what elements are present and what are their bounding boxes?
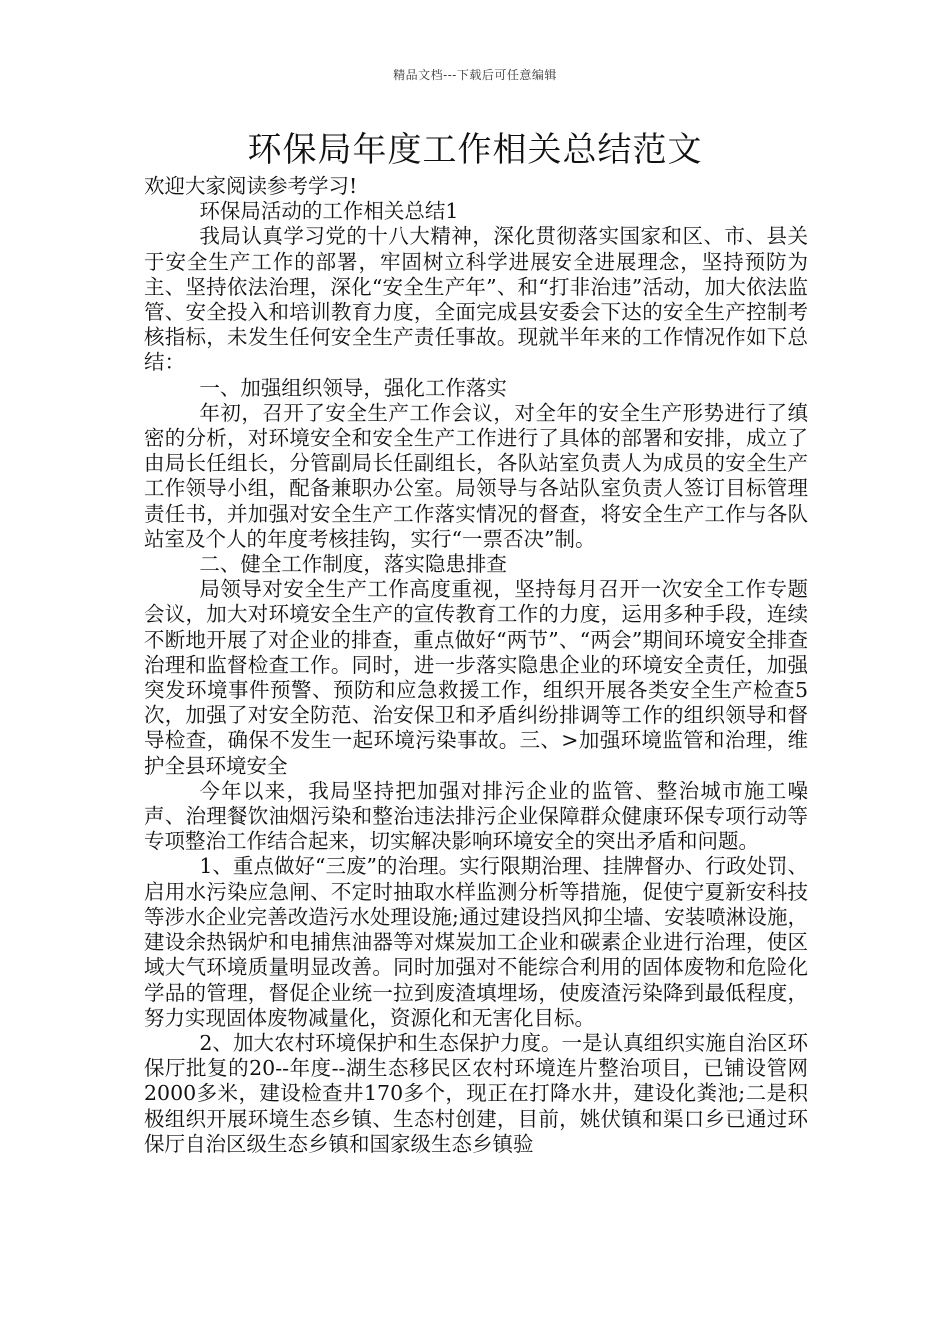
paragraph: 局领导对安全生产工作高度重视，坚持每月召开一次安全工作专题会议，加大对环境安全生产的宣传教育工作的力度，运用多种手段，连续不断地开展了对企业的排查，重点做好“两节”、“两会”期间环境安全排查治理和监督检查工作。同时，进一步落实隐患企业的环境安全责任，加强突发环境事件预警、预防和应急救援工作，组织开展各类安全生产检查5次，加强了对安全防范、治安保卫和矛盾纠纷排调等工作的组织领导和督导检查，确保不发生一起环境污染事故。三、>加强环境监管和治理，维护全县环境安全 xyxy=(144,577,808,778)
paragraph: 年初，召开了安全生产工作会议，对全年的安全生产形势进行了缜密的分析，对环境安全和安全生产工作进行了具体的部署和安排，成立了由局长任组长，分管副局长任副组长，各队站室负责人为成员的安全生产工作领导小组，配备兼职办公室。局领导与各站队室负责人签订目标管理责任书，并加强对安全生产工作落实情况的督查，将安全生产工作与各队站室及个人的年度考核挂钩，实行“一票否决”制。 xyxy=(144,400,808,551)
paragraph: 今年以来，我局坚持把加强对排污企业的监管、整治城市施工噪声、治理餐饮油烟污染和整治违法排污企业保障群众健康环保专项行动等专项整治工作结合起来，切实解决影响环境安全的突出矛盾和问题。 xyxy=(144,778,808,854)
document-body xyxy=(144,174,808,1157)
section-heading: 环保局活动的工作相关总结1 xyxy=(199,199,459,224)
section-heading: 二、健全工作制度，落实隐患排查 xyxy=(199,552,507,577)
page-header: 精品文档---下载后可任意编辑 xyxy=(393,68,557,82)
section-heading: 一、加强组织领导，强化工作落实 xyxy=(199,375,507,400)
document-title: 环保局年度工作相关总结范文 xyxy=(247,130,703,170)
paragraph: 欢迎大家阅读参考学习! xyxy=(144,174,358,198)
paragraph: 2、加大农村环境保护和生态保护力度。一是认真组织实施自治区环保厅批复的20--年度--湖生态移民区农村环境连片整治项目，已铺设管网2000多米，建设检查井170多个，现正在打降水井，建设化粪池;二是积极组织开展环境生态乡镇、生态村创建，目前，姚伏镇和渠口乡已通过环保厅自治区级生态乡镇和国家级生态乡镇验 xyxy=(144,1030,808,1156)
paragraph: 我局认真学习党的十八大精神，深化贯彻落实国家和区、市、县关于安全生产工作的部署，牢固树立科学进展安全进展理念，坚持预防为主、坚持依法治理，深化“安全生产年”、和“打非治违”活动，加大依法监管、安全投入和培训教育力度，全面完成县安委会下达的安全生产控制考核指标，未发生任何安全生产责任事故。现就半年来的工作情况作如下总结： xyxy=(144,224,808,375)
paragraph: 1、重点做好“三废”的治理。实行限期治理、挂牌督办、行政处罚、启用水污染应急闸、不定时抽取水样监测分析等措施，促使宁夏新安科技等涉水企业完善改造污水处理设施;通过建设挡风抑尘墙、安装喷淋设施，建设余热锅炉和电捕焦油器等对煤炭加工企业和碳素企业进行治理，使区域大气环境质量明显改善。同时加强对不能综合利用的固体废物和危险化学品的管理，督促企业统一拉到废渣填埋场，使废渣污染降到最低程度，努力实现固体废物减量化，资源化和无害化目标。 xyxy=(144,854,808,1030)
